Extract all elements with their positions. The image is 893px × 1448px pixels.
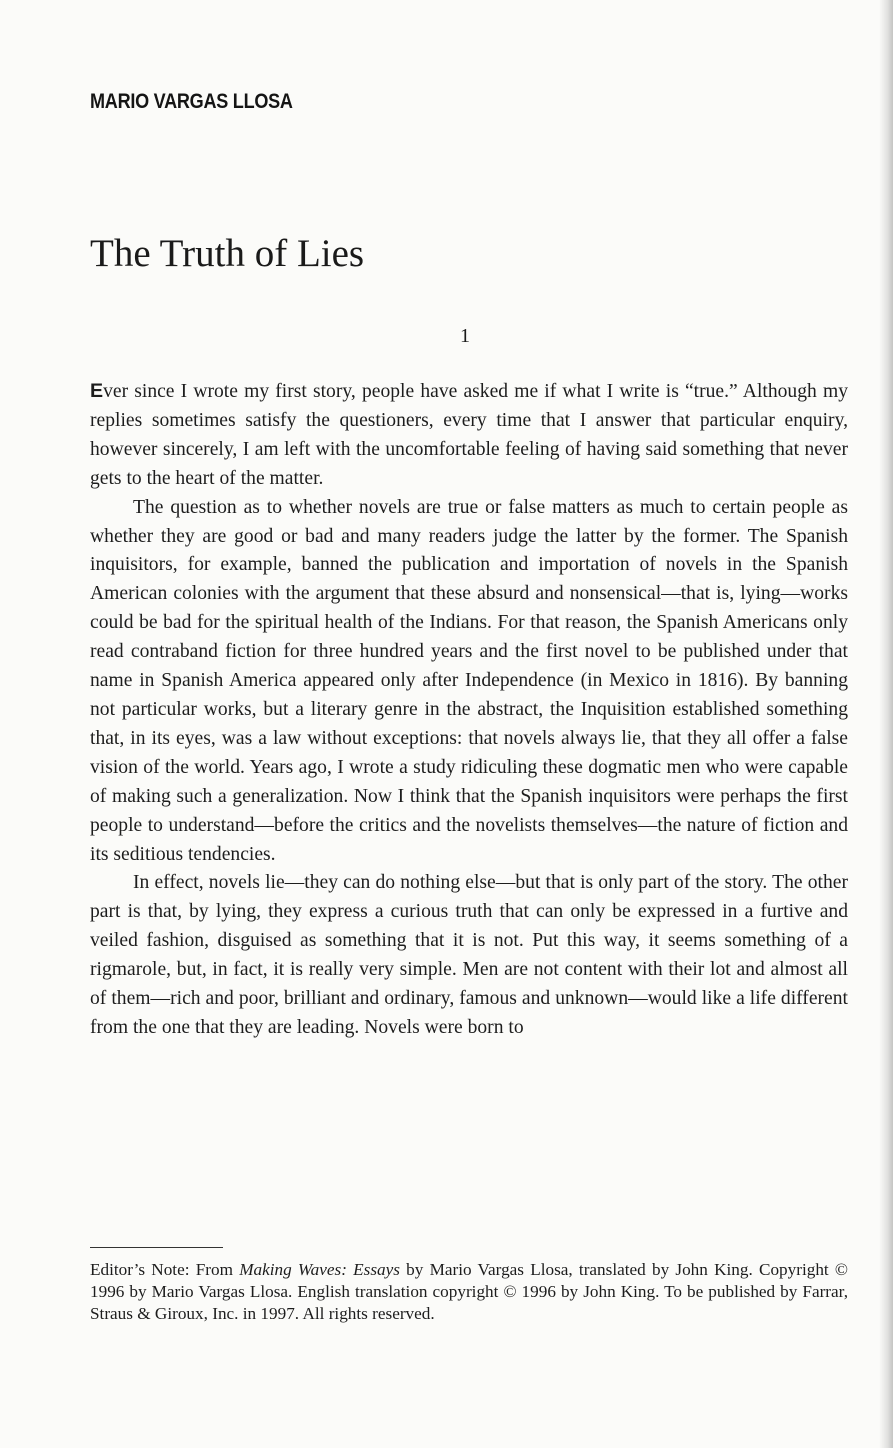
chapter-title: The Truth of Lies: [90, 232, 365, 276]
footnote-book-title: Making Waves: Essays: [239, 1260, 400, 1279]
footnote-lead: Editor’s Note: From: [90, 1260, 240, 1279]
footnote-rule: [90, 1247, 223, 1248]
paragraph-2: The question as to whether novels are true or false matters as much to certain people as whether they are good or bad and many readers judge the latter by the former. The Spanish inquisitors, for example, banned the publication and importation of novels in the Spanish American colonies with the argument that these absurd and nonsensical—that is, lying—works could be bad for the spiritual health of the Indians. For that reason, the Spanish Americans only read contraband fiction for three hundred years and the first novel to be published under that name in Spanish America appeared only after Independence (in Mexico in 1816). By banning not particular works, but a literary genre in the abstract, the Inquisition established something that, in its eyes, was a law without exceptions: that novels always lie, that they all offer a false vision of the world. Years ago, I wrote a study ridiculing these dogmatic men who were capable of making such a generalization. Now I think that the Spanish inquisitors were perhaps the first people to understand—before the critics and the novelists themselves—the nature of fiction and its seditious tendencies.: [90, 496, 848, 865]
drop-cap: E: [90, 380, 104, 402]
paragraph-1-text: ver since I wrote my first story, people have asked me if what I write is “true.” Although my replies sometimes satisfy the questioners, every time that I answer that particular enquiry, however sincerely, I am left with the uncomfortable feeling of having said something that never gets to the heart of the matter.: [90, 381, 848, 489]
page-edge-shadow: [879, 0, 893, 1448]
paragraph-3: In effect, novels lie—they can do nothing else—but that is only part of the story. The other part is that, by lying, they express a curious truth that can only be expressed in a furtive and veiled fashion, disguised as something that it is not. Put this way, it seems something of a rigmarole, but, in fact, it is really very simple. Men are not content with their lot and almost all of them—rich and poor, brilliant and ordinary, famous and unknown—would like a life different from the one that they are leading. Novels were born to: [90, 872, 848, 1038]
footnote: [90, 1259, 848, 1324]
footnote-rest: by Mario Vargas Llosa, translated by John King. Copyright © 1996 by Mario Vargas Llosa. English translation copyright © 1996 by John King. To be published by Farrar, Straus & Giroux, Inc. in 1997. All rights reserved.: [90, 1260, 848, 1323]
paragraph-1: [90, 377, 848, 494]
author-name: MARIO VARGAS LLOSA: [90, 90, 293, 113]
body-text: [90, 377, 848, 1043]
section-number: 1: [460, 325, 470, 347]
